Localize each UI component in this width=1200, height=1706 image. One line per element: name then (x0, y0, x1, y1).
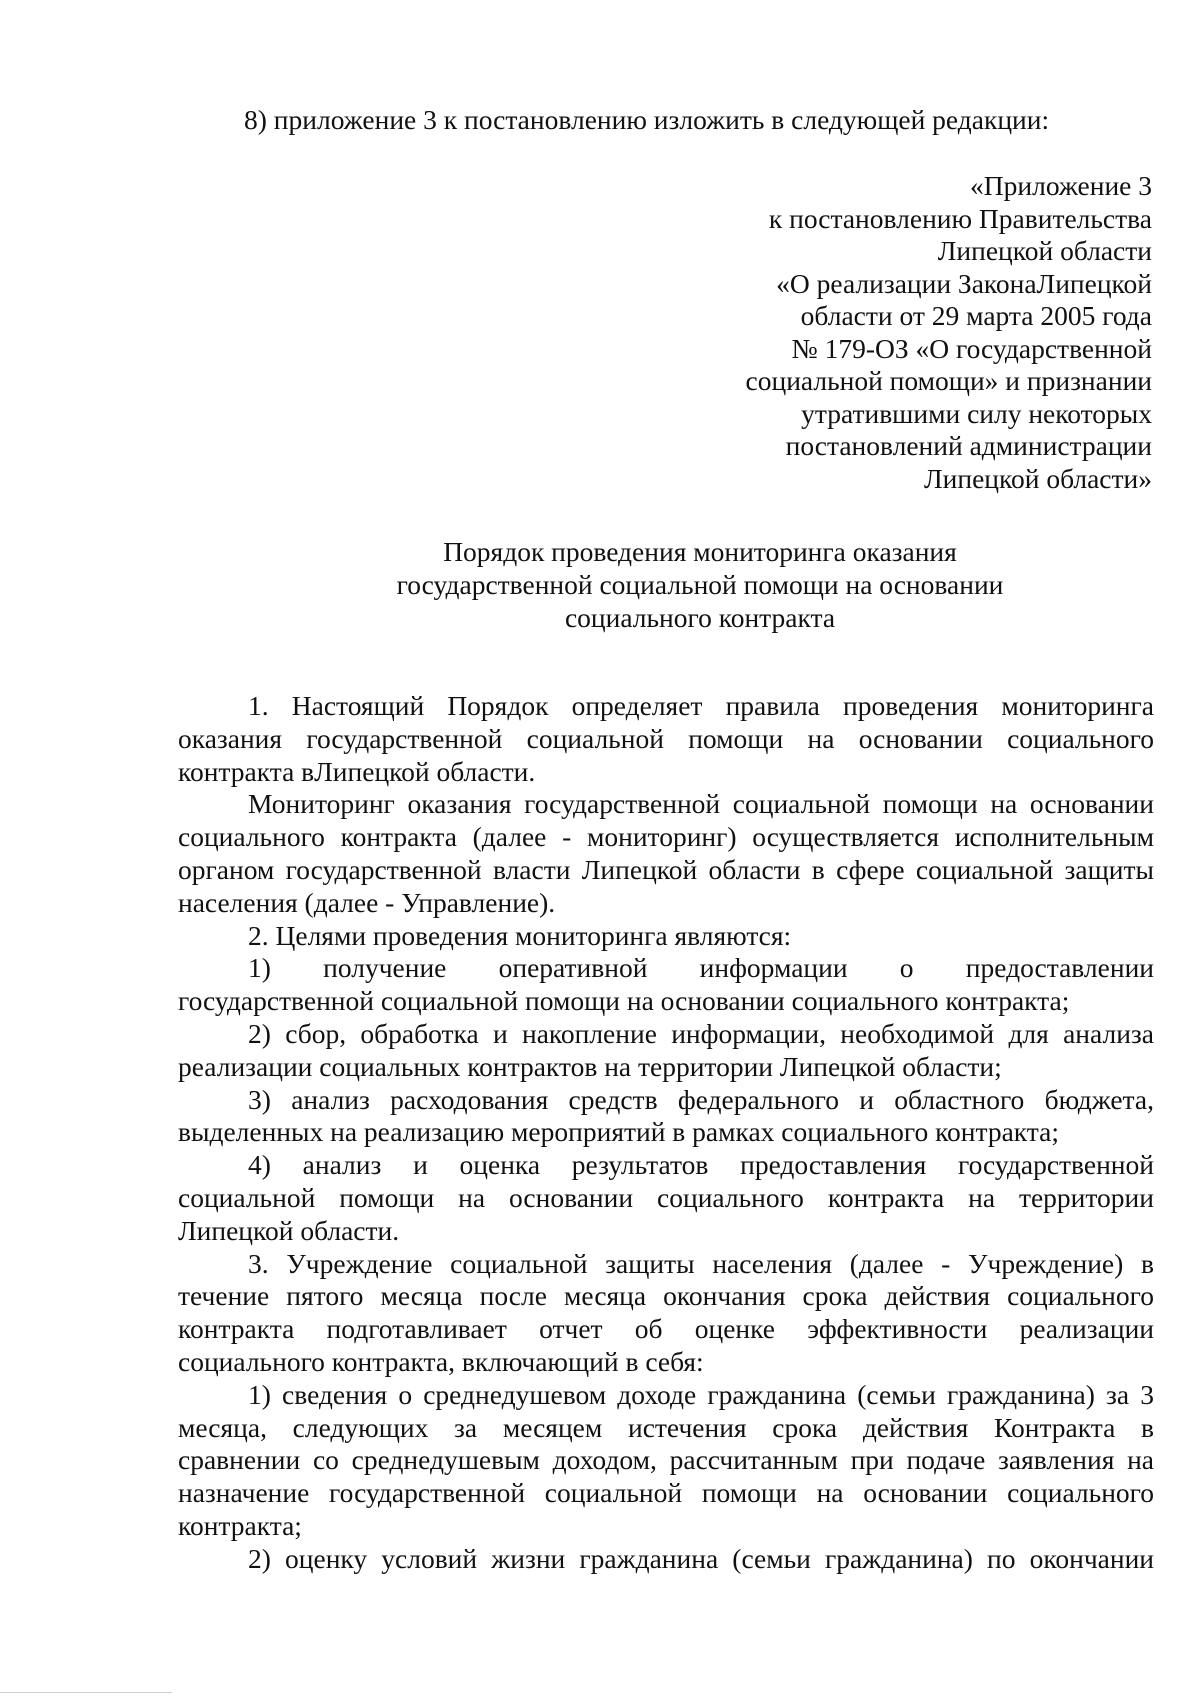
text-line: органом государственной власти Липецкой области в сфере социальной защиты (178, 853, 1154, 885)
text-line: 1) сведения о среднедушевом доходе гражданина (семьи гражданина) за 3 (248, 1378, 1154, 1410)
paragraph-2 (178, 920, 1154, 953)
text-line: выделенных на реализацию мероприятий в рамках социального контракта; (178, 1116, 1060, 1148)
appendix-line: Липецкой области (937, 235, 1152, 266)
paragraph-3 (178, 1248, 1154, 1379)
text-line: контракта вЛипецкой области. (178, 755, 536, 787)
text-line: населения (далее - Управление). (178, 886, 556, 918)
text-line: 2) оценку условий жизни гражданина (семьи гражданина) по окончании (248, 1542, 1154, 1574)
appendix-line: социальной помощи» и признании (745, 365, 1152, 396)
text-line: оказания государственной социальной помощи на основании социального (178, 722, 1154, 754)
appendix-line: № 179-ОЗ «О государственной (791, 332, 1152, 364)
scan-edge-line (0, 1692, 172, 1693)
text-line: сравнении со среднедушевым доходом, рассчитанным при подаче заявления на (178, 1444, 1154, 1476)
amendment-intro: 8) приложение 3 к постановлению изложить в следующей редакции: (244, 104, 1050, 135)
text-line: реализации социальных контрактов на территории Липецкой области; (178, 1050, 1002, 1082)
paragraph-monitoring (178, 788, 1154, 919)
paragraph-2-3 (178, 1084, 1154, 1150)
text-line: назначение государственной социальной помощи на основании социального (178, 1477, 1154, 1509)
paragraph-2-1 (178, 952, 1154, 1018)
appendix-line: к постановлению Правительства (768, 202, 1152, 234)
text-line: государственной социальной помощи на основании социального контракта; (178, 985, 1070, 1017)
text-line: Липецкой области. (178, 1214, 400, 1246)
text-line: контракта подготавливает отчет об оценке эффективности реализации (178, 1313, 1154, 1345)
paragraph-2-4 (178, 1149, 1154, 1247)
appendix-line: «Приложение 3 (970, 170, 1152, 201)
title-line: социального контракта (564, 602, 836, 633)
appendix-line: области от 29 марта 2005 года (800, 300, 1152, 331)
text-line: социальной помощи на основании социального контракта на территории (178, 1181, 1154, 1213)
text-line: Мониторинг оказания государственной социальной помощи на основании (248, 788, 1154, 820)
document-body (178, 690, 1154, 1576)
appendix-line: утратившими силу некоторых (801, 397, 1152, 429)
text-line: 2. Целями проведения мониторинга являются: (248, 919, 792, 951)
text-line: 3. Учреждение социальной защиты населения (далее - Учреждение) в (248, 1247, 1154, 1279)
text-line: социального контракта, включающий в себя: (178, 1345, 704, 1377)
text-line: 3) анализ расходования средств федерального и областного бюджета, (248, 1083, 1154, 1115)
text-line: 1) получение оперативной информации о предоставлении (248, 952, 1154, 984)
paragraph-2-2 (178, 1018, 1154, 1084)
title-line: Порядок проведения мониторинга оказания (443, 536, 957, 567)
text-line: 4) анализ и оценка результатов предоставления государственной (248, 1149, 1154, 1181)
appendix-line: «О реализации ЗаконаЛипецкой (776, 267, 1152, 299)
document-title (340, 535, 1060, 634)
appendix-line: постановлений администрации (785, 430, 1152, 461)
text-line: 2) сбор, обработка и накопление информации, необходимой для анализа (248, 1017, 1154, 1049)
text-line: 1. Настоящий Порядок определяет правила проведения мониторинга (248, 690, 1154, 721)
appendix-header (632, 170, 1152, 495)
text-line: контракта; (178, 1509, 302, 1541)
text-line: месяца, следующих за месяцем истечения срока действия Контракта в (178, 1411, 1154, 1443)
title-line: государственной социальной помощи на основании (396, 569, 1004, 600)
paragraph-1 (178, 690, 1154, 788)
text-line: социального контракта (далее - мониторинг) осуществляется исполнительным (178, 821, 1154, 853)
paragraph-3-2 (178, 1543, 1154, 1576)
appendix-line: Липецкой области» (924, 462, 1152, 494)
paragraph-3-1 (178, 1379, 1154, 1543)
text-line: течение пятого месяца после месяца окончания срока действия социального (178, 1280, 1154, 1312)
